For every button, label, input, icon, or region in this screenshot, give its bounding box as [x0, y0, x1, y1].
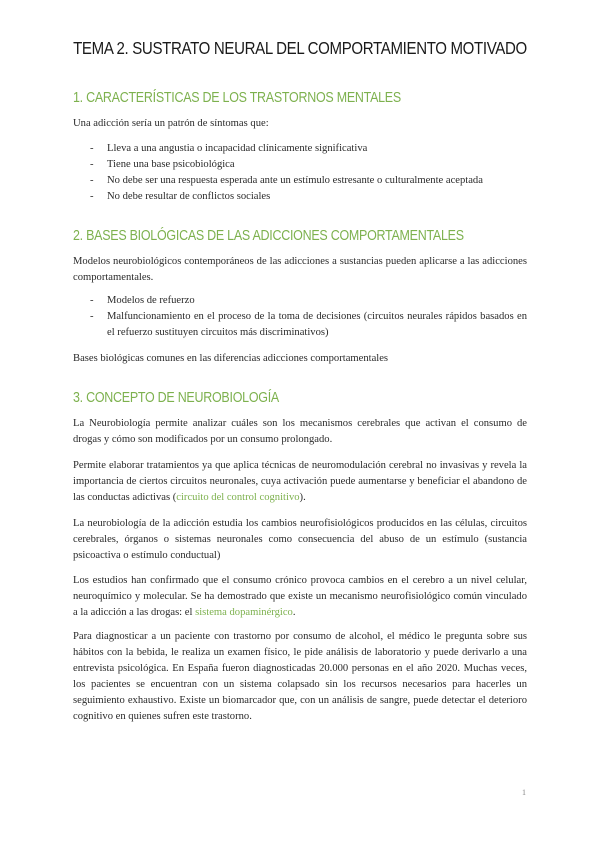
- section-1-list: [73, 141, 527, 205]
- page-title: TEMA 2. SUSTRATO NEURAL DEL COMPORTAMIENTO MOTIVADO: [73, 38, 527, 58]
- section-3-paragraph-2: Permite elaborar tratamientos ya que aplica técnicas de neuromodulación cerebral no invasivas y revela la importancia de ciertos circuitos neuronales, cuya activación puede aumentarse y beneficiar el abandono de las conductas adictivas (circuito del control cognitivo).: [73, 460, 527, 503]
- list-item: - No debe resultar de conflictos sociales: [90, 191, 271, 202]
- section-1-heading: 1. CARACTERÍSTICAS DE LOS TRASTORNOS MENTALES: [73, 90, 401, 106]
- section-3-paragraph-1: La Neurobiología permite analizar cuáles son los mecanismos cerebrales que activan el consumo de drogas y cómo son modificados por un consumo prolongado.: [73, 418, 527, 445]
- section-2-outro: Bases biológicas comunes en las diferencias adicciones comportamentales: [73, 353, 389, 364]
- list-item: - Tiene una base psicobiológica: [90, 159, 235, 170]
- list-item: - Malfuncionamiento en el proceso de la toma de decisiones (circuitos neurales rápidos basados en el refuerzo sustituyen circuitos más discriminativos): [90, 311, 527, 338]
- page-number: 1: [522, 788, 526, 797]
- list-item: - Lleva a una angustia o incapacidad clínicamente significativa: [90, 143, 368, 154]
- section-3-paragraph-3: La neurobiología de la adicción estudia los cambios neurofisiológicos producidos en las células, circuitos cerebrales, órganos o sistemas neuronales como consecuencia del abuso de un estímulo (sustancia psicoactiva o estímulo conductual): [73, 518, 527, 561]
- section-2-list: [73, 293, 527, 341]
- section-3-paragraph-5: Para diagnosticar a un paciente con trastorno por consumo de alcohol, el médico le pregunta sobre sus hábitos con la bebida, le realiza un examen físico, le pide análisis de laboratorio y puede derivarlo a una entrevista psicológica. En España fueron diagnosticadas 20.000 personas en el año 2020. Muchas veces, los pacientes se encuentran con un sistema colapsado sin los recursos necesarios para hacerles un seguimiento exhaustivo. Existe un biomarcador que, con un análisis de sangre, puede detectar el deterioro cognitivo en quienes sufren este trastorno.: [73, 631, 527, 722]
- sistema-dopaminergico-link[interactable]: sistema dopaminérgico: [195, 607, 293, 618]
- section-2-heading: 2. BASES BIOLÓGICAS DE LAS ADICCIONES COMPORTAMENTALES: [73, 228, 464, 244]
- circuito-control-cognitivo-link[interactable]: circuito del control cognitivo: [176, 492, 300, 503]
- list-item: - No debe ser una respuesta esperada ante un estímulo estresante o culturalmente aceptada: [90, 175, 483, 186]
- section-1-intro: Una adicción sería un patrón de síntomas que:: [73, 118, 269, 129]
- list-item: - Modelos de refuerzo: [90, 295, 195, 306]
- section-2-intro: Modelos neurobiológicos contemporáneos de las adicciones a sustancias pueden aplicarse a las adicciones comportamentales.: [73, 256, 527, 283]
- section-3-heading: 3. CONCEPTO DE NEUROBIOLOGÍA: [73, 390, 279, 406]
- section-3-paragraph-4: Los estudios han confirmado que el consumo crónico provoca cambios en el cerebro a un nivel celular, neuroquímico y molecular. Se ha demostrado que existe un mecanismo neurofisiológico común vinculado a la adicción a las drogas: el sistema dopaminérgico.: [73, 575, 527, 618]
